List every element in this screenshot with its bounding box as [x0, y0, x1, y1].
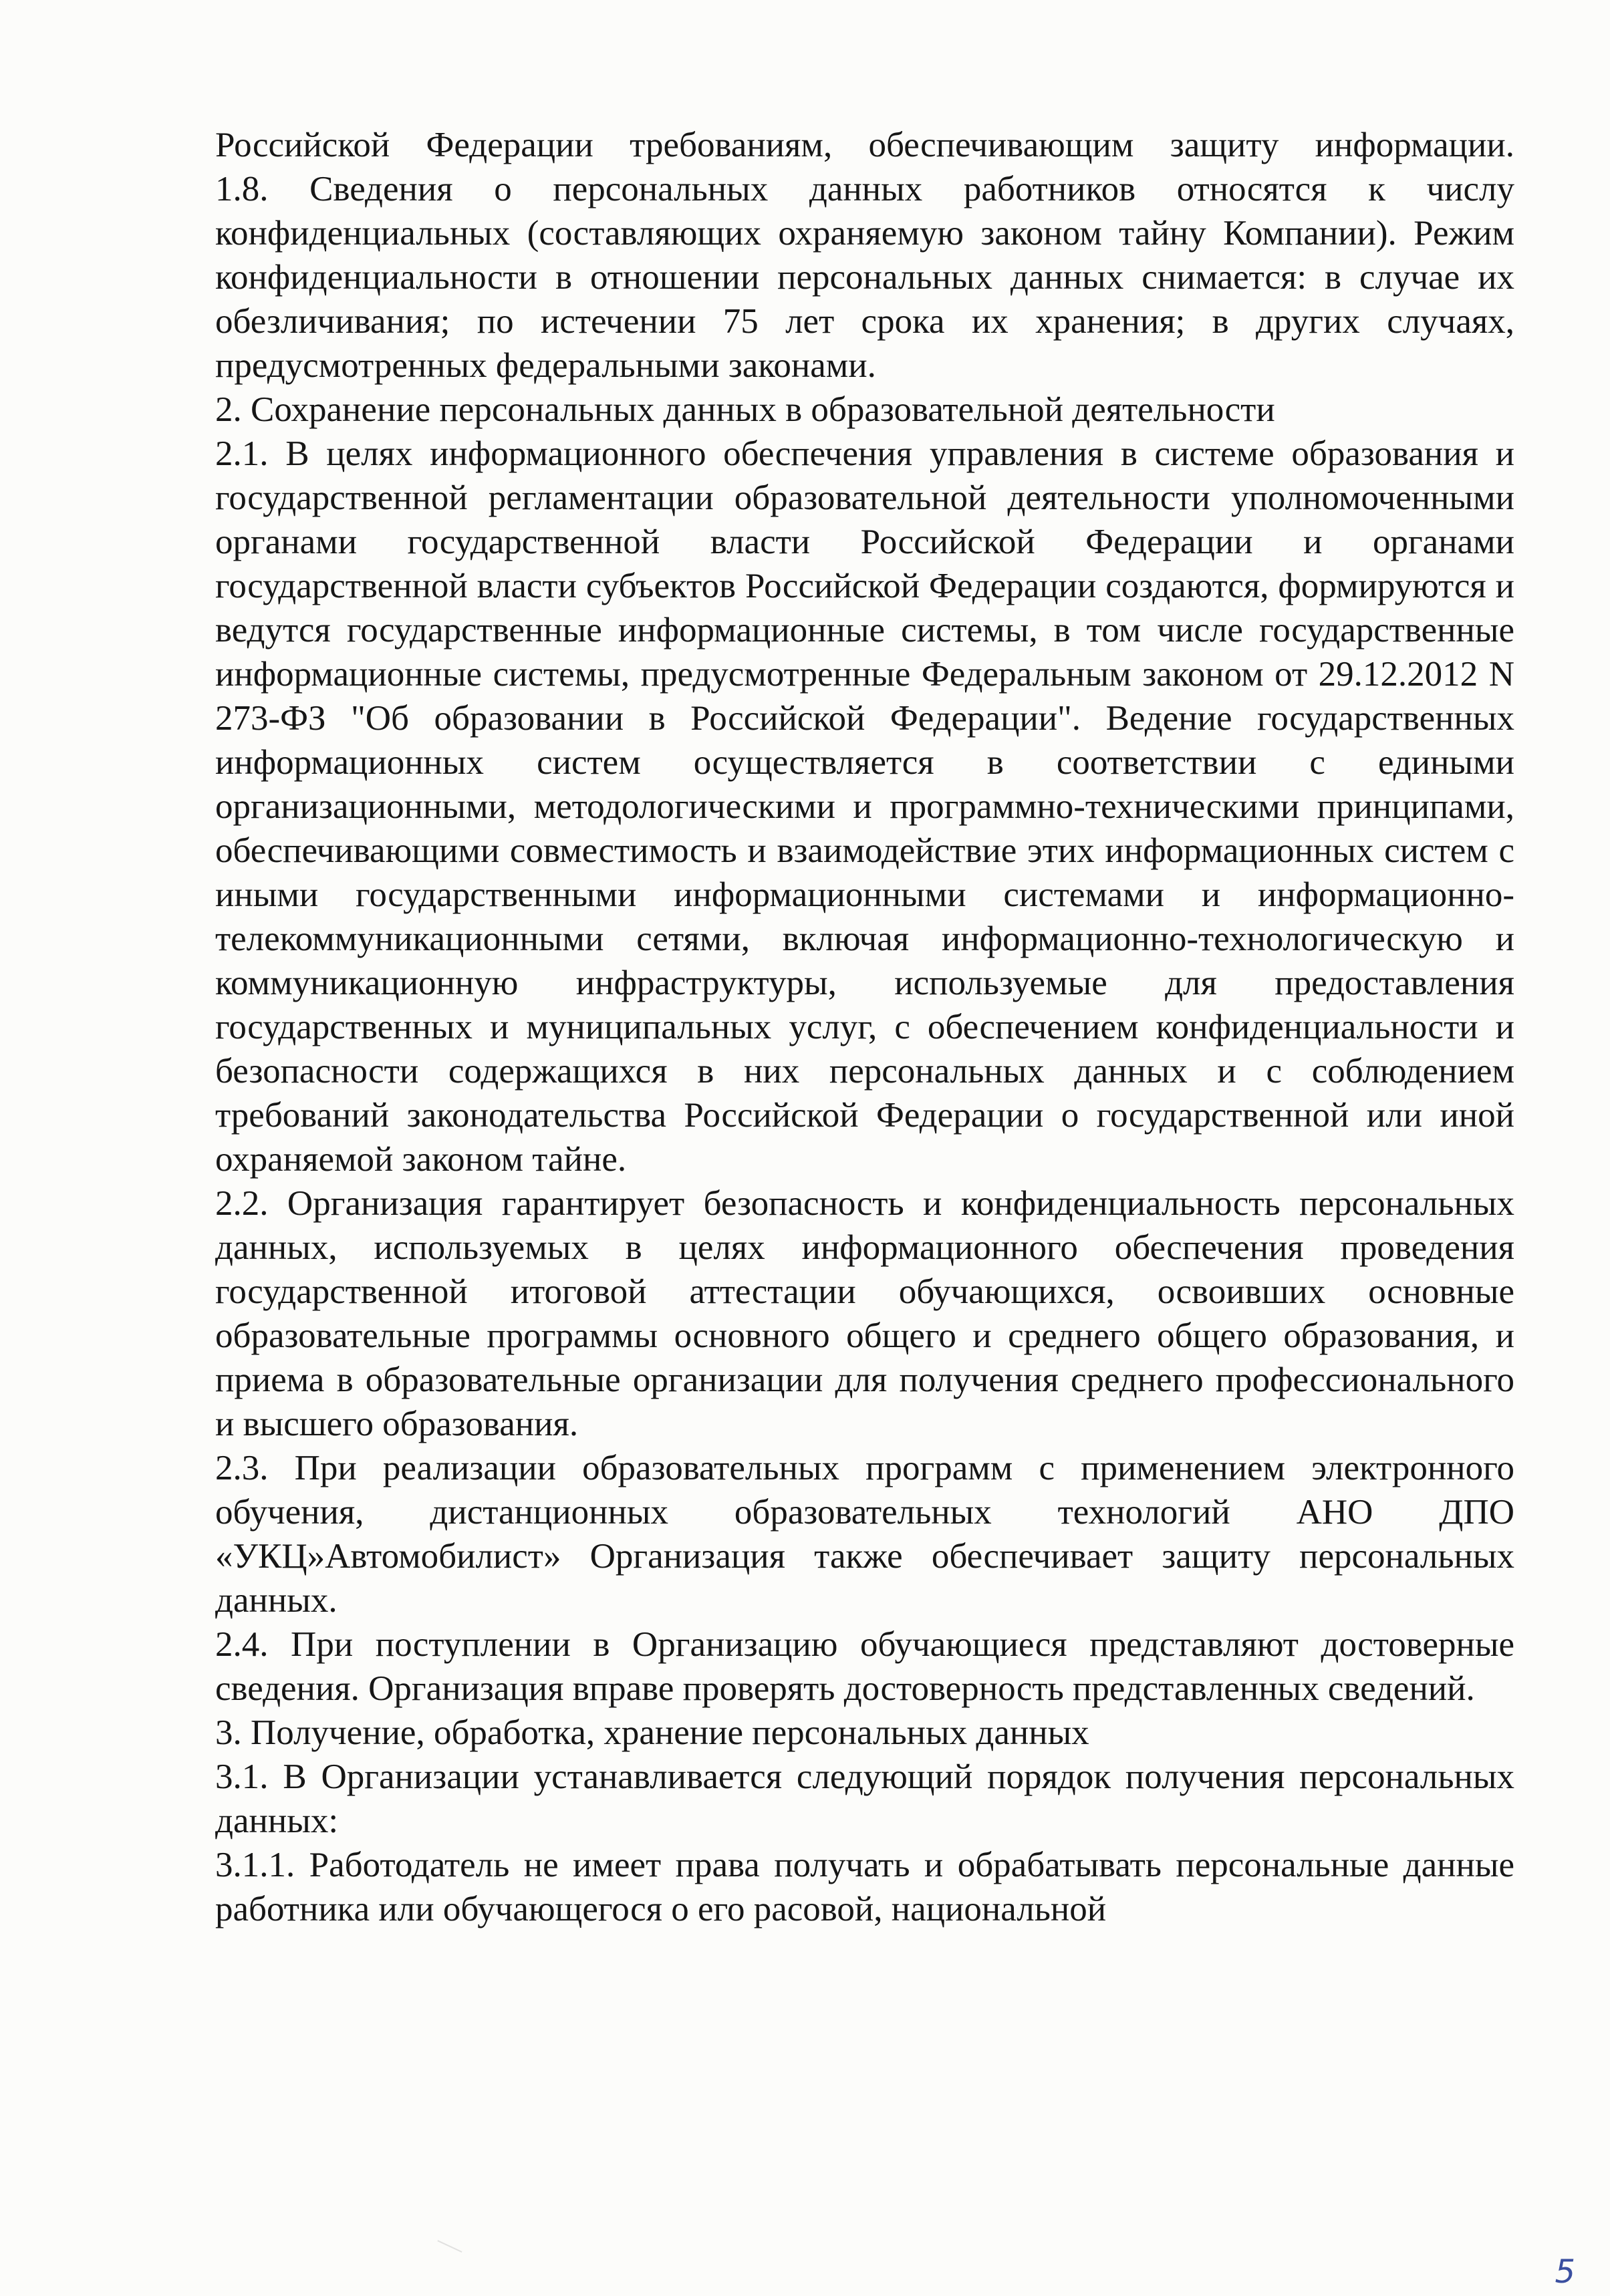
- paragraph-continuation: Российской Федерации требованиям, обеспечивающим защиту информации.: [215, 126, 1514, 164]
- section-heading-2: 2. Сохранение персональных данных в образовательной деятельности: [215, 390, 1275, 429]
- paragraph-2-4: 2.4. При поступлении в Организацию обучающиеся представляют достоверные сведения. Организация вправе проверять достоверность представленных сведений.: [215, 1625, 1514, 1708]
- paragraph-2-2: 2.2. Организация гарантирует безопасность и конфиденциальность персональных данных, используемых в целях информационного обеспечения проведения государственной итоговой аттестации обучающихся, освоивших основные образовательные программы основного общего и среднего общего образования, и приема в образовательные организации для получения среднего профессионального и высшего образования.: [215, 1184, 1514, 1443]
- paragraph-1-8: 1.8. Сведения о персональных данных работников относятся к числу конфиденциальных (составляющих охраняемую законом тайну Компании). Режим конфиденциальности в отношении персональных данных снимается: в случае их обезличивания; по истечении 75 лет срока их хранения; в других случаях, предусмотренных федеральными законами.: [215, 170, 1514, 385]
- paragraph-3-1: 3.1. В Организации устанавливается следующий порядок получения персональных данных:: [215, 1757, 1514, 1840]
- paragraph-2-3: 2.3. При реализации образовательных программ с применением электронного обучения, дистанционных образовательных технологий АНО ДПО «УКЦ»Автомобилист» Организация также обеспечивает защиту персональных данных.: [215, 1449, 1514, 1620]
- section-heading-3: 3. Получение, обработка, хранение персональных данных: [215, 1713, 1089, 1752]
- page-number: 5: [1555, 2253, 1575, 2291]
- scan-artifact: [433, 2240, 462, 2261]
- paragraph-2-1: 2.1. В целях информационного обеспечения управления в системе образования и государственной регламентации образовательной деятельности уполномоченными органами государственной власти Российской Федерации и органами государственной власти субъектов Российской Федерации создаются, формируются и ведутся государственные информационные системы, в том числе государственные информационные системы, предусмотренные Федеральным законом от 29.12.2012 N 273-ФЗ "Об образовании в Российской Федерации". Ведение государственных информационных систем осуществляется в соответствии с едиными организационными, методологическими и программно-техническими принципами, обеспечивающими совместимость и взаимодействие этих информационных систем с иными государственными информационными системами и информационно-телекоммуникационными сетями, включая информационно-технологическую и коммуникационную инфраструктуры, используемые для предоставления государственных и муниципальных услуг, с обеспечением конфиденциальности и безопасности содержащихся в них персональных данных и с соблюдением требований законодательства Российской Федерации о государственной или иной охраняемой законом тайне.: [215, 434, 1514, 1179]
- paragraph-3-1-1: 3.1.1. Работодатель не имеет права получать и обрабатывать персональные данные работника или обучающегося о его расовой, национальной: [215, 1846, 1514, 1928]
- document-body: [215, 123, 1514, 1931]
